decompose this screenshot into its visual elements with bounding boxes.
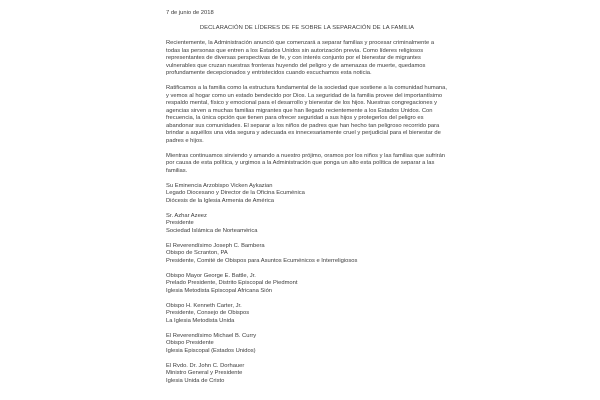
signatory-organization: Iglesia Episcopal (Estados Unidos) xyxy=(166,347,256,354)
signatory-organization: Iglesia Metodista Episcopal Africana Sión xyxy=(166,287,273,294)
signatory-block xyxy=(166,363,448,386)
signatory-title: Obispo de Scranton, PA xyxy=(166,250,228,256)
signatory-name: Obispo H. Kenneth Carter, Jr. xyxy=(166,302,242,309)
signatory-block xyxy=(166,333,448,356)
document-title: DECLARACIÓN DE LÍDERES DE FE SOBRE LA SEPARACIÓN DE LA FAMILIA xyxy=(199,25,415,31)
signatory-name: El Rvdo. Dr. John C. Dorhauer xyxy=(166,362,245,369)
signatory-organization: Iglesia Unida de Cristo xyxy=(166,377,225,384)
signatory-title: Presidente, Consejo de Obispos xyxy=(166,310,250,316)
signatory-name: Obispo Mayor George E. Battle, Jr. xyxy=(166,272,256,279)
signatory-block xyxy=(166,213,448,236)
signatory-name: El Reverendísimo Joseph C. Bambera xyxy=(166,242,265,249)
paragraph-1: Recientemente, la Administración anunció que comenzará a separar familias y procesar criminalmente a todas las personas que entren a los Estados Unidos sin autorización previa. Como líderes religiosos representantes de diversas perspectivas de fe, y con interés conjunto por el bienestar de migrantes vulnerables que cruzan nuestras fronteras huyendo del peligro y de amenazas de muerte, quedamos profundamente decepcionados y entristecidos cuando escuchamos esta noticia. xyxy=(166,40,435,76)
signatory-title: Presidente xyxy=(166,220,194,226)
signatory-title: Legado Diocesano y Director de la Oficina Ecuménica xyxy=(166,190,305,196)
signatory-title: Ministro General y Presidente xyxy=(166,370,243,376)
signatory-name: Sr. Azhar Azeez xyxy=(166,212,207,219)
document-date: 7 de junio de 2018 xyxy=(166,10,214,16)
signatory-block xyxy=(166,183,448,206)
paragraph-3: Mientras continuamos sirviendo y amando a nuestro prójimo, oramos por los niños y las familias que sufrirán por causa de esta política, y urgimos a la Administración que ponga un alto esta política de separar a las familias. xyxy=(166,152,446,174)
signatory-block xyxy=(166,273,448,296)
signatory-name: El Reverendísimo Michael B. Curry xyxy=(166,332,257,339)
signatory-organization: Sociedad Islámica de Norteamérica xyxy=(166,227,258,234)
signatory-block xyxy=(166,303,448,326)
signatory-organization: La Iglesia Metodista Unida xyxy=(166,317,235,324)
signatory-title: Obispo Presidente xyxy=(166,340,214,346)
paragraph-2: Ratificamos a la familia como la estructura fundamental de la sociedad que sostiene a la comunidad humana, y vemos al hogar como un estado bendecido por Dios. La seguridad de la familia provee del importantísimo respaldo mental, físico y emocional para el desarrollo y bienestar de los hijos. Nuestras congregaciones y agencias sirven a muchas familias migrantes que han llegado recientemente a los Estados Unidos. Con frecuencia, la única opción que tienen para ofrecer seguridad a sus hijos y protegerlos del peligro es abandonar sus comunidades. El separar a los niños de padres que han hecho tan peligroso recorrido para brindar a aquéllos una vida segura y adecuada es innecesariamente cruel y perjudicial para el bienestar de padres e hijos. xyxy=(166,85,447,144)
signatory-organization: Presidente, Comité de Obispos para Asuntos Ecuménicos e Interreligiosos xyxy=(166,257,358,264)
signatory-organization: Diócesis de la Iglesia Armenia de América xyxy=(166,197,274,204)
document-page xyxy=(166,10,448,393)
signatory-title: Prelado Presidente, Distrito Episcopal de Piedmont xyxy=(166,280,298,286)
signatory-name: Su Eminencia Arzobispo Vicken Aykazian xyxy=(166,182,273,189)
signatory-block xyxy=(166,243,448,266)
